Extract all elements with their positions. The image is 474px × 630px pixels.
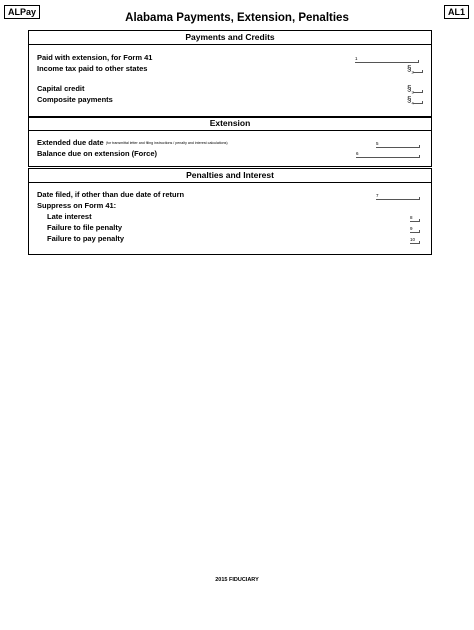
section-icon: $\S_2$ (407, 64, 414, 75)
failure-to-file-checkbox[interactable] (410, 226, 420, 233)
late-interest-checkbox[interactable] (410, 215, 420, 222)
paid-with-extension-field[interactable] (355, 56, 419, 63)
composite-payments-field[interactable] (413, 97, 423, 104)
date-filed-label: Date filed, if other than due date of return (37, 190, 185, 199)
extension-panel (28, 116, 432, 167)
extension-heading: Extension (29, 116, 431, 131)
failure-to-pay-label: Failure to pay penalty (47, 234, 125, 243)
extended-due-date-label: Extended due date (for transmittal letter and filing instructions / penalty and interest calculations) (37, 138, 228, 147)
suppress-form41-label: Suppress on Form 41: (37, 201, 117, 210)
payments-panel (28, 30, 432, 118)
line-number: 10 (410, 237, 416, 242)
composite-payments-label: Composite payments (37, 95, 113, 104)
balance-due-extension-label: Balance due on extension (Force) (37, 149, 158, 158)
footer-text: 2015 FIDUCIARY (215, 577, 259, 583)
late-interest-label: Late interest (47, 212, 92, 221)
income-tax-other-states-field[interactable] (413, 66, 423, 73)
section-icon: $\S_4$ (407, 95, 414, 106)
line-number: 5 (376, 141, 379, 146)
penalties-panel (28, 168, 432, 255)
income-tax-other-states-label: Income tax paid to other states (37, 64, 148, 73)
line-number: 6 (356, 151, 359, 156)
payments-heading: Payments and Credits (29, 30, 431, 45)
line-number: 8 (410, 215, 413, 220)
page-title: Alabama Payments, Extension, Penalties (125, 12, 349, 24)
failure-to-pay-checkbox[interactable] (410, 237, 420, 244)
form-tag-al1: AL1 (444, 5, 469, 19)
section-icon: $\S_3$ (407, 84, 414, 95)
balance-due-extension-field[interactable] (356, 151, 420, 158)
line-number: 9 (410, 226, 413, 231)
line-number: 7 (376, 193, 379, 198)
form-tag-alpay: ALPay (4, 5, 40, 19)
failure-to-file-label: Failure to file penalty (47, 223, 123, 232)
line-number: 1 (355, 56, 358, 61)
extended-due-date-field[interactable] (376, 141, 420, 148)
capital-credit-field[interactable] (413, 86, 423, 93)
penalties-heading: Penalties and Interest (29, 168, 431, 183)
date-filed-field[interactable] (376, 193, 420, 200)
extended-due-date-note: (for transmittal letter and filing instructions / penalty and interest calculations) (105, 141, 228, 145)
paid-with-extension-label: Paid with extension, for Form 41 (37, 53, 153, 62)
capital-credit-label: Capital credit (37, 84, 85, 93)
